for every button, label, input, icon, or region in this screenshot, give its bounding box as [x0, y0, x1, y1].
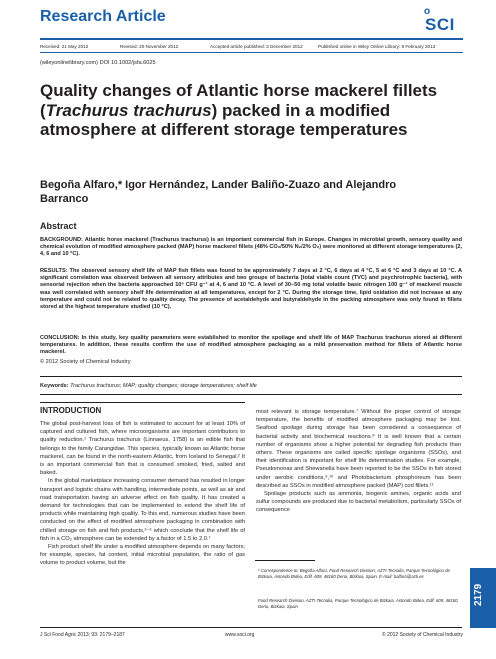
results-text: The observed sensory shelf life of MAP fish fillets was found to be approximately 7 days at 2 °C, 6 days at 4 °C, 5 at 6 °C and 3 days at 10 °C. A significant correlation was observed between all sensory attributes and two groups of bacteria [total viable count (TVC) and psychrotrophic bacteria], with sensorial rejection when the bacteria approached 10⁶ CFU g⁻¹ at 4, 6 and 10 °C. A level of 30–50 mg total volatile basic nitrogen 100 g⁻¹ of mackerel muscle was well correlated with sensory shelf life determination at all temperatures, except for 2 °C. During the storage time, lipid oxidation did not increase at any temperature and could not be related to quality decay. The presence of acetaldehyde and butyraldehyde in the packing atmosphere was only found in fillets stored at the highest temperature studied (10 °C). [40, 268, 462, 311]
footer-journal: J Sci Food Agric 2013; 93: 2179–2187 [40, 632, 125, 638]
intro-paragraph-2: In the global marketplace increasing consumer demand has resulted in longer transport and logistic chains with handling, intermediate points, as well as air and road transportation having an adverse effect on fish quality. It has created a demand for technologies that can be implemented to extend the shelf life of products while maintaining high quality. To this end, numerous studies have been conducted on the effect of modified atmosphere packaging in combination with chilled storage on fish and fish products,³⁻⁶ which conclude that the shelf life of fish in a CO₂ atmosphere can be extended by a factor of 1.5 to 2.0.⁷ [40, 478, 245, 542]
keywords [40, 383, 257, 389]
intro-paragraph-4: most relevant is storage temperature.⁷ Without the proper control of storage temperature, the benefits of modified atmosphere packaging may be lost. Seafood spoilage during storage has been considered a consequence of bacterial activity and biochemical reactions.⁸ It is well known that a certain number of organisms show a higher potential for degrading fish products than others. These organisms are called specific spoilage organisms (SSOs), and their identification is important for shelf life determination studies. For example, Pseudomonas and Shewanella have been reported to be the SSOs in fish stored under aerobic conditions,⁹,¹⁰ and Photobacterium phosphoreum has been described as SSOs in modified atmosphere packed (MAP) cod fillets.¹¹ [256, 409, 461, 489]
article-title [40, 81, 440, 140]
intro-rule [40, 402, 245, 403]
conclusion-label: CONCLUSION: [40, 335, 80, 341]
revised-date: Revised: 20 November 2012 [120, 44, 179, 49]
intro-paragraph-1: The global post-harvest loss of fish is estimated to account for at least 10% of captured and cultured fish, where microorganisms are important contributors to quality reduction.¹ Trachurus trachurus (Linnaeus, 1758) is an edible fish that belongs to the family Carangidae. This species, typically known as Atlantic horse mackerel, can be found in the north-eastern Atlantic, from Iceland to Senegal.² It is an important commercial fish that is consumed smoked, fried, salted and baked. [40, 421, 245, 477]
footer-copyright: © 2012 Society of Chemical Industry [382, 632, 463, 638]
meta-rule [40, 52, 463, 53]
footer-url[interactable]: www.soci.org [225, 632, 255, 638]
received-date: Received: 21 May 2012 [40, 44, 89, 49]
abstract-heading: Abstract [40, 221, 77, 231]
authors: Begoña Alfaro,* Igor Hernández, Lander Baliño-Zuazo and Alejandro Barranco [40, 179, 397, 205]
intro-paragraph-5: Spoilage products such as ammonia, biogenic amines, organic acids and sulfur compounds are produced due to bacterial metabolism, particularly SSOs of consequence [256, 491, 461, 514]
title-species: Trachurus trachurus [45, 100, 212, 120]
intro-paragraph-3: Fish product shelf life under a modified atmosphere depends on many factors; for example, species, fat content, initial microbial population, the ratio of gas volume to product volume, but the [40, 544, 245, 567]
keywords-rule-top [40, 376, 462, 377]
accepted-date: Accepted article published: 3 December 2012 [210, 44, 303, 49]
correspondence-note: * Correspondence to: Begoña Alfaro, Food Research Division, AZTI-Tecnalia, Parque Tecnológico de Bizkaia, Astondo Bidea, Edif. 609, 48160 Derio, Bizkaia, Spain. E-mail: balfaro@azti.es [258, 568, 450, 579]
intro-left-column [40, 420, 245, 568]
title-part-2: ) packed in a modified atmosphere at different storage temperatures [40, 100, 408, 139]
section-label: Research Article [40, 8, 166, 25]
abstract-results [40, 268, 462, 311]
keywords-label: Keywords: [40, 383, 69, 389]
header-rule [40, 38, 463, 40]
sci-logo [421, 6, 463, 36]
published-date: Published online in Wiley Online Library: 8 February 2013 [318, 44, 436, 49]
footnote-rule [255, 560, 315, 561]
affiliation-note: Food Research Division, AZTI-Tecnalia, Parque Tecnológico de Bizkaia, Astondo Bidea, Edif. 609, 48160, Derio, Bizkaia, Spain [258, 598, 459, 609]
conclusion-text: In this study, key quality parameters were established to monitor the spoilage and shelf life of MAP Trachurus trachurus stored at different temperatures. In addition, these results confirm the use of modified atmosphere packaging as a mild preservation method for fillets of Atlantic horse mackerel. [40, 335, 462, 356]
doi-line[interactable]: (wileyonlinelibrary.com) DOI 10.1002/jsfa.6025 [40, 60, 156, 66]
logo-mark: o [424, 6, 431, 17]
keywords-text: Trachurus trachurus; MAP; quality changes; storage temperatures; shelf life [70, 383, 257, 389]
page-number-tab [470, 568, 496, 628]
logo-text: SCI [425, 15, 455, 34]
background-label: BACKGROUND: [40, 237, 83, 243]
intro-right-column [256, 408, 461, 515]
keywords-rule-bottom [40, 394, 462, 395]
abstract-background [40, 237, 462, 259]
footer-rule [40, 627, 462, 628]
results-label: RESULTS: [40, 268, 68, 274]
page-number: 2179 [473, 583, 484, 606]
background-text: Atlantic horse mackerel (Trachurus trachurus) is an important commercial fish in Europe. Changes in microbial growth, sensory quality and chemical evolution of modified atmosphere packed (MAP) horse mackerel fillets (48% CO₂/50% N₂/2% O₂) were monitored at different storage temperatures (2, 4, 6 and 10 °C). [40, 237, 462, 258]
title-part-1: Quality changes of Atlantic horse mackerel fillets ( [40, 81, 438, 120]
abstract-conclusion [40, 335, 462, 357]
intro-heading: INTRODUCTION [40, 406, 102, 415]
abstract-copyright: © 2012 Society of Chemical Industry [40, 359, 131, 365]
